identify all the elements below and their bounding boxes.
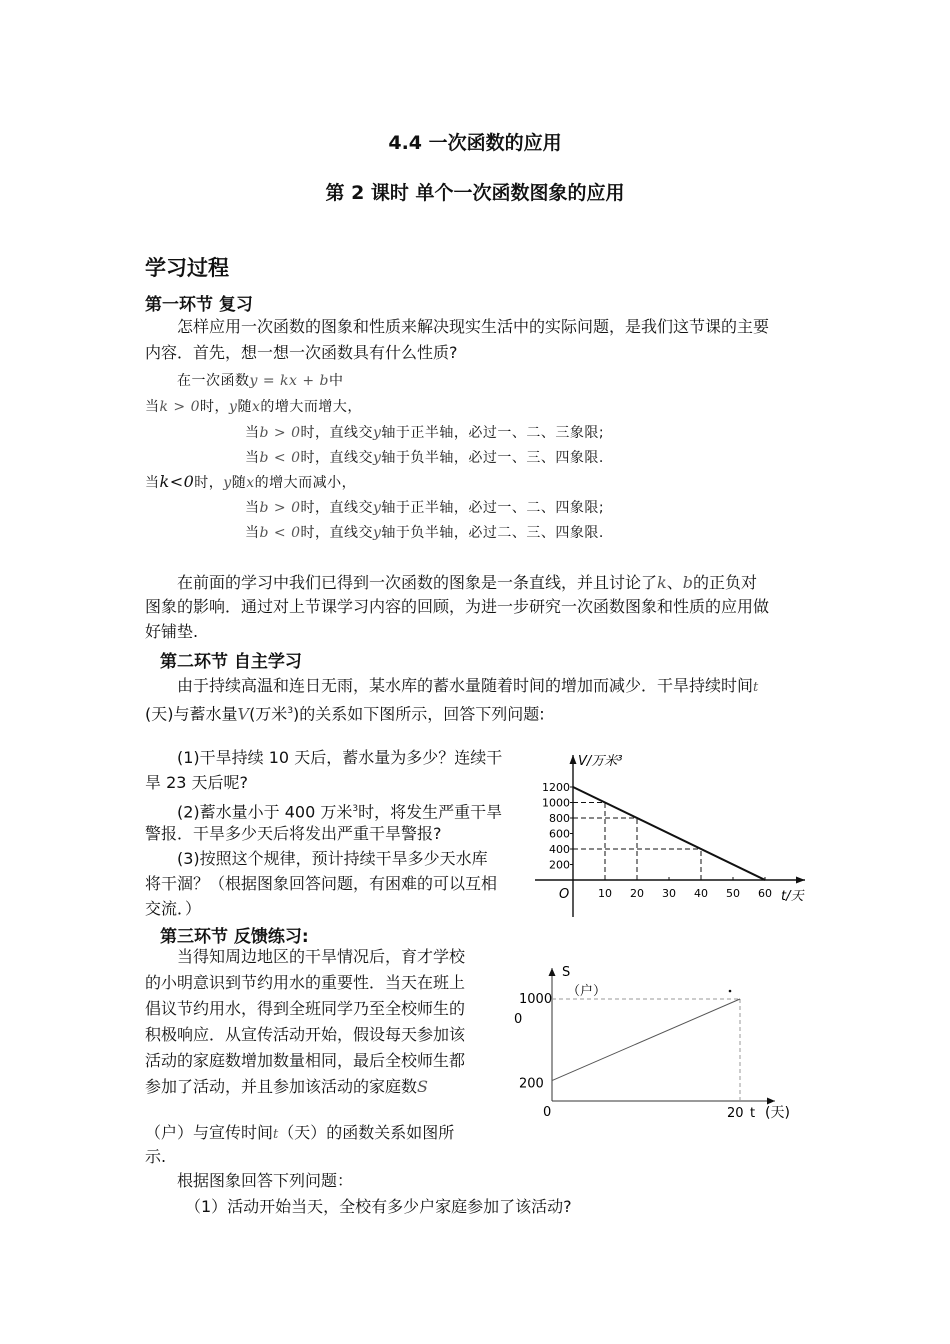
math: y xyxy=(373,500,382,516)
y-tick-label: 1200 xyxy=(542,781,570,794)
step3-line2: 的小明意识到节约用水的重要性．当天在班上 xyxy=(145,973,466,992)
math: S xyxy=(417,1077,428,1096)
q1-line1: (1)干旱持续 10 天后，蓄水量为多少？连续干 xyxy=(177,748,503,767)
text: 的增大而增大， xyxy=(260,399,362,415)
x-tick-label: 60 xyxy=(758,887,772,900)
math: V xyxy=(237,704,250,724)
math: k > 0 xyxy=(159,399,201,415)
step2-heading: 第二环节 自主学习 xyxy=(160,652,302,672)
math: t xyxy=(753,680,759,695)
step3-line8: 示. xyxy=(145,1147,167,1166)
x-tick-label: 30 xyxy=(662,887,676,900)
math: b < 0 xyxy=(259,525,301,541)
step1-para2-line1 xyxy=(177,570,757,596)
y-axis-arrow xyxy=(570,755,577,764)
math: b > 0 xyxy=(259,500,301,516)
step2-para-line2 xyxy=(145,698,545,727)
x-axis-arrow xyxy=(767,1098,775,1105)
text: 轴于负半轴，必过二、三、四象限. xyxy=(381,525,604,541)
x-tick-label: 20 xyxy=(727,1106,744,1121)
text: (万米 xyxy=(249,704,288,724)
text: 由于持续高温和连日无雨，某水库的蓄水量随着时间的增加而减少．干旱持续时间 xyxy=(177,676,754,695)
math: y xyxy=(373,525,382,541)
doc-title: 4.4 一次函数的应用 xyxy=(388,132,562,154)
property-line-4 xyxy=(245,447,604,467)
step3-line6 xyxy=(145,1074,428,1100)
text: 当 xyxy=(245,525,260,541)
step3-line1: 当得知周边地区的干旱情况后，育才学校 xyxy=(177,947,466,966)
math: b xyxy=(682,573,693,592)
text: 时，将发生严重干旱 xyxy=(358,802,503,822)
text: 轴于负半轴，必过一、三、四象限. xyxy=(381,450,604,466)
data-line xyxy=(573,787,765,880)
math: y xyxy=(229,399,238,415)
reservoir-chart xyxy=(535,745,820,920)
text: 、 xyxy=(666,573,683,592)
step3-question1: （1）活动开始当天，全校有多少户家庭参加了该活动? xyxy=(185,1197,572,1216)
origin-label: 0 xyxy=(543,1105,552,1120)
text: 在前面的学习中我们已得到一次函数的图象是一条直线，并且讨论了 xyxy=(177,573,658,592)
step2-para-line1 xyxy=(177,673,758,701)
math: b > 0 xyxy=(259,425,301,441)
y-axis-unit: （户） xyxy=(567,984,607,999)
y-tick-label: 400 xyxy=(549,843,570,856)
property-line-1 xyxy=(177,370,344,390)
step1-intro-line1: 怎样应用一次函数的图象和性质来解决现实生活中的实际问题，是我们这节课的主要 xyxy=(177,317,770,336)
x-axis-arrow xyxy=(796,877,805,884)
property-line-2 xyxy=(145,396,362,416)
x-tick-label: 10 xyxy=(598,887,612,900)
step1-heading: 第一环节 复习 xyxy=(145,295,253,315)
text: 的正负对 xyxy=(692,573,757,592)
math: t xyxy=(273,1127,279,1142)
text: 当 xyxy=(145,475,160,491)
superscript: 3 xyxy=(352,804,359,814)
origin-label: O xyxy=(559,887,570,902)
y-tick-label: 800 xyxy=(549,812,570,825)
data-line xyxy=(552,999,740,1081)
superscript: 3 xyxy=(287,706,294,716)
text: 的增大而减小， xyxy=(254,475,357,491)
x-axis-unit: (天) xyxy=(765,1105,790,1121)
text: (2)蓄水量小于 400 万米 xyxy=(177,802,353,822)
text: 随 xyxy=(231,475,247,491)
text: 当 xyxy=(145,399,160,415)
math: b < 0 xyxy=(259,450,301,466)
q3-line2: 将干涸？（根据图象回答问题，有困难的可以互相 xyxy=(145,874,498,893)
q1-line2: 旱 23 天后呢? xyxy=(145,773,249,792)
step3-line5: 活动的家庭数增加数量相同，最后全校师生都 xyxy=(145,1051,466,1070)
property-line-3 xyxy=(245,422,604,442)
text: 轴于正半轴，必过一、二、四象限; xyxy=(381,500,605,516)
text: 轴于正半轴，必过一、二、三象限; xyxy=(381,425,605,441)
x-axis-label: t xyxy=(750,1106,756,1121)
x-tick-label: 40 xyxy=(694,887,708,900)
point-marker xyxy=(729,990,732,993)
step3-line9: 根据图象回答下列问题： xyxy=(177,1171,354,1190)
step1-para2-line2: 图象的影响．通过对上节课学习内容的回顾，为进一步研究一次函数图象和性质的应用做 xyxy=(145,597,770,616)
y-tick-label: 1000 xyxy=(542,796,570,810)
step3-line7 xyxy=(145,1120,454,1148)
doc-subtitle: 第 2 课时 单个一次函数图象的应用 xyxy=(325,182,625,204)
section-heading: 学习过程 xyxy=(145,256,229,280)
step3-line3: 倡议节约用水，得到全班同学乃至全校师生的 xyxy=(145,999,466,1018)
step1-intro-line2: 内容．首先，想一想一次函数具有什么性质? xyxy=(145,343,458,362)
math: y xyxy=(373,425,382,441)
math: x xyxy=(246,475,255,491)
text: 时，直线交 xyxy=(300,525,373,541)
property-line-6 xyxy=(245,497,604,517)
q3-line3: 交流．） xyxy=(145,899,202,918)
x-axis-label: t/天 xyxy=(781,889,804,904)
y-axis-label: V/万米³ xyxy=(578,754,623,769)
y-tick-label: 1000 xyxy=(519,992,553,1007)
q3-line1: (3)按照这个规律，预计持续干旱多少天水库 xyxy=(177,849,488,868)
step3-heading: 第三环节 反馈练习: xyxy=(160,927,309,947)
property-line-5 xyxy=(145,472,356,492)
text: 当 xyxy=(245,450,260,466)
text: 时，直线交 xyxy=(300,425,373,441)
text: 时，直线交 xyxy=(300,500,373,516)
text: 在一次函数 xyxy=(177,373,250,389)
x-tick-label: 50 xyxy=(726,887,740,900)
text: )的关系如下图所示，回答下列问题: xyxy=(293,704,545,724)
text: 参加了活动，并且参加该活动的家庭数 xyxy=(145,1077,418,1096)
y-tick-label: 200 xyxy=(549,858,570,872)
y-tick-label: 200 xyxy=(519,1076,544,1092)
math: y xyxy=(373,450,382,466)
y-tick-label-extra: 0 xyxy=(514,1012,523,1027)
x-tick-label: 20 xyxy=(630,887,644,900)
households-chart xyxy=(505,958,815,1128)
reservoir-chart-plot xyxy=(535,754,805,917)
text: 时， xyxy=(200,399,230,415)
math: y = kx + b xyxy=(249,373,330,389)
property-line-7 xyxy=(245,522,604,542)
math: x xyxy=(251,399,261,415)
text: （户）与宣传时间 xyxy=(145,1123,274,1142)
text: 时， xyxy=(194,475,224,491)
text: 当 xyxy=(245,425,260,441)
text: 随 xyxy=(237,399,252,415)
math: y xyxy=(223,475,232,491)
math: k xyxy=(657,573,667,592)
text: 中 xyxy=(329,373,344,389)
text: 时，直线交 xyxy=(300,450,373,466)
q2-line2: 警报．干旱多少天后将发出严重干旱警报? xyxy=(145,824,442,843)
math: k<0 xyxy=(159,472,195,491)
text: (天)与蓄水量 xyxy=(145,704,238,724)
text: （天）的函数关系如图所 xyxy=(278,1123,455,1142)
step1-para2-line3: 好铺垫. xyxy=(145,622,199,641)
text: 当 xyxy=(245,500,260,516)
step3-line4: 积极响应．从宣传活动开始，假设每天参加该 xyxy=(145,1025,466,1044)
y-axis-arrow xyxy=(549,968,556,976)
y-axis-label: S xyxy=(562,965,571,980)
households-chart-plot xyxy=(514,965,790,1121)
y-tick-label: 600 xyxy=(549,827,570,841)
